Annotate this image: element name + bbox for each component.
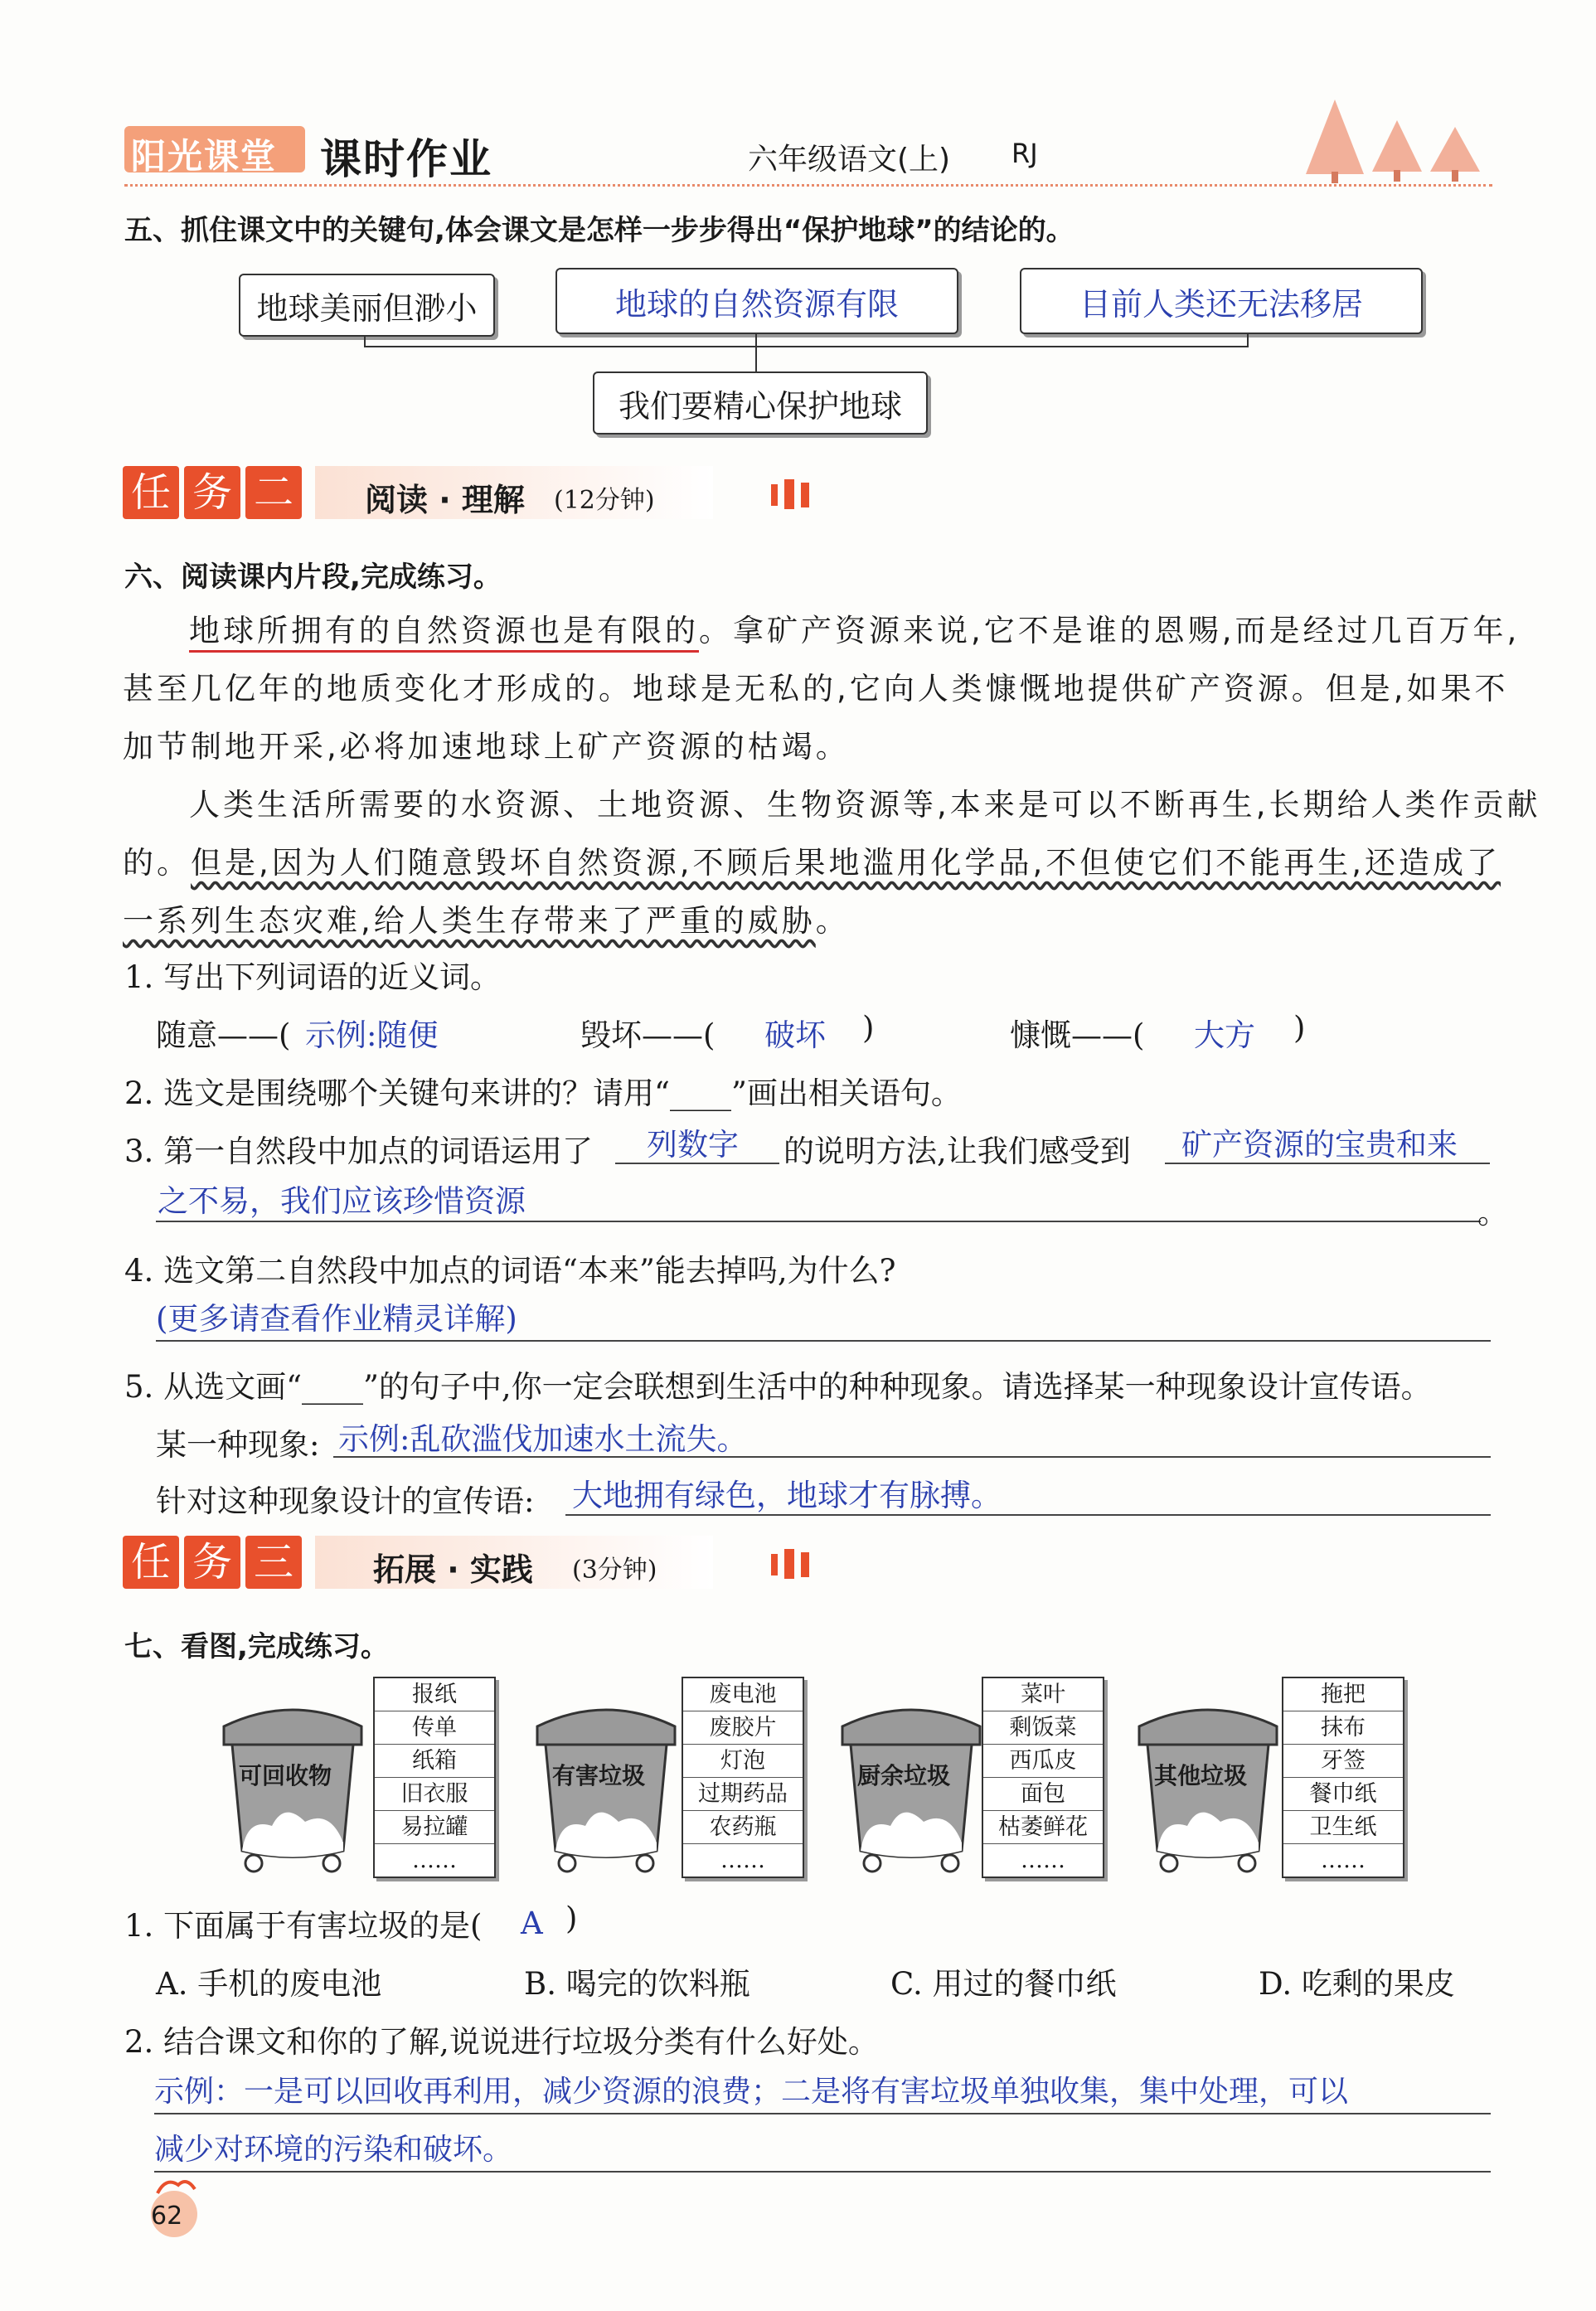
- bin-item: 餐巾纸: [1283, 1778, 1403, 1811]
- q6-sub5-answer2: 大地拥有绿色，地球才有脉搏。: [572, 1478, 1002, 1513]
- bin-label: 其他垃圾: [1154, 1762, 1248, 1789]
- q6-sub5-blank2: [565, 1514, 1491, 1516]
- bin-item: 农药瓶: [683, 1811, 803, 1844]
- bin-item: 报纸: [375, 1678, 494, 1711]
- brand-right-label: 课时作业: [320, 135, 492, 183]
- q6-sub3-blank3: [156, 1221, 1481, 1222]
- bin-group-hazardous: [527, 1677, 809, 1876]
- task2-title: 阅读 · 理解: [365, 482, 525, 518]
- task2-char-1: 任: [123, 466, 179, 519]
- task2-char-2: 务: [184, 466, 240, 519]
- q6-sub5-label2: 针对这种现象设计的宣传语:: [156, 1483, 535, 1519]
- q6-sub1-close3: ): [1293, 1010, 1306, 1046]
- q6-sub1-word1: 随意——(: [156, 1017, 291, 1053]
- q7-sub2-answer-line2: 减少对环境的污染和破坏。: [154, 2133, 513, 2167]
- q7-sub2-blank1: [154, 2113, 1491, 2114]
- q7-title: 七、看图,完成练习。: [124, 1630, 389, 1663]
- bin-item-list: [982, 1677, 1104, 1878]
- bin-item: 废电池: [683, 1678, 803, 1711]
- q6-para1-line2: 甚至几亿年的地质变化才形成的。地球是无私的,它向人类慷慨地提供矿产资源。但是,如果不: [123, 671, 1509, 706]
- bin-item: 废胶片: [683, 1711, 803, 1745]
- bin-label: 厨余垃圾: [857, 1762, 951, 1789]
- q5-connector: [0, 0, 1596, 381]
- bin-item: ……: [1321, 1847, 1366, 1873]
- q7-option-a: A. 手机的废电池: [156, 1966, 382, 2002]
- q6-title: 六、阅读课内片段,完成练习。: [124, 561, 502, 594]
- task2-char-3: 二: [245, 466, 302, 519]
- q6-sub3-mid: 的说明方法,让我们感受到: [783, 1134, 1131, 1169]
- bin-item: 枯萎鲜花: [983, 1811, 1103, 1844]
- bin-item: 牙签: [1283, 1745, 1403, 1778]
- bin-item-list: [682, 1677, 804, 1878]
- task3-time: (3分钟): [572, 1556, 657, 1585]
- q6-sub5-answer1: 示例:乱砍滥伐加速水土流失。: [338, 1421, 748, 1457]
- page-number: 62: [151, 2202, 183, 2231]
- bin-item: 旧衣服: [375, 1778, 494, 1811]
- q6-sub5-blank1: [333, 1456, 1491, 1458]
- bin-item: 传单: [375, 1711, 494, 1745]
- q6-sub3-answer3: 之不易，我们应该珍惜资源: [158, 1183, 526, 1219]
- q6-para2-line3-end: 。: [815, 903, 850, 939]
- q7-sub2: 2. 结合课文和你的了解,说说进行垃圾分类有什么好处。: [124, 2024, 879, 2060]
- bin-group-recyclable: [214, 1677, 496, 1876]
- q6-wavy-sentence-b: 一系列生态灾难,给人类生存带来了严重的威胁: [123, 903, 816, 939]
- q7-sub2-answer-line1: 示例：一是可以回收再利用，减少资源的浪费；二是将有害垃圾单独收集，集中处理，可以: [154, 2075, 1349, 2109]
- q7-sub1-answer: A: [521, 1906, 543, 1941]
- bin-item: 抹布: [1283, 1711, 1403, 1745]
- bin-item-list: [373, 1677, 496, 1878]
- q5-box4: 我们要精心保护地球: [593, 371, 928, 435]
- q7-option-d: D. 吃剩的果皮: [1259, 1966, 1455, 2002]
- q7-sub1: 1. 下面属于有害垃圾的是(: [124, 1908, 483, 1944]
- q6-sub1-answer3: 大方: [1194, 1017, 1255, 1053]
- q6-sub1-word2: 毁坏——(: [580, 1017, 716, 1053]
- bin-item: 拖把: [1283, 1678, 1403, 1711]
- q6-sub5-label1: 某一种现象:: [156, 1427, 320, 1463]
- task3-char-3: 三: [245, 1536, 302, 1589]
- q6-sub4: 4. 选文第二自然段中加点的词语“本来”能去掉吗,为什么?: [124, 1253, 896, 1289]
- q6-sub1-word3: 慷慨——(: [1010, 1017, 1145, 1053]
- bin-item: 易拉罐: [375, 1811, 494, 1844]
- q6-sub1-close2: ): [862, 1010, 875, 1046]
- q6-sub3-blank1: [615, 1163, 779, 1164]
- q6-wavy-sentence-a: 但是,因为人们随意毁坏自然资源,不顾后果地滥用化学品,不但使它们不能再生,还造成了: [191, 845, 1501, 881]
- q6-para2-line3: [123, 896, 850, 940]
- task3-char-1: 任: [123, 1536, 179, 1589]
- q6-sub5: 5. 从选文画“____”的句子中,你一定会联想到生活中的种种现象。请选择某一种现象设计宣传语。: [124, 1369, 1432, 1405]
- bin-item: 灯泡: [683, 1745, 803, 1778]
- q6-para2-line2-start: 的。: [123, 845, 191, 881]
- bin-item: 过期药品: [683, 1778, 803, 1811]
- q6-sub3-answer2: 矿产资源的宝贵和来: [1181, 1127, 1458, 1163]
- edition-label: RJ: [1011, 138, 1038, 169]
- q6-sub3-period: 。: [1477, 1195, 1508, 1231]
- bin-item: 西瓜皮: [983, 1745, 1103, 1778]
- q5-box1: 地球美丽但渺小: [239, 274, 495, 337]
- subject-label: 六年级语文(上): [748, 143, 951, 177]
- q7-sub1-close: ): [565, 1901, 578, 1936]
- q6-sub4-blank: [156, 1340, 1491, 1342]
- task3-char-2: 务: [184, 1536, 240, 1589]
- bin-item: 卫生纸: [1283, 1811, 1403, 1844]
- q6-para1-line1: [189, 605, 1520, 650]
- bin-item: ……: [720, 1847, 765, 1873]
- bin-label: 可回收物: [239, 1762, 332, 1789]
- q6-sub3-blank2: [1165, 1163, 1490, 1164]
- q6-para2-line1: 人类生活所需要的水资源、土地资源、生物资源等,本来是可以不断再生,长期给人类作贡献: [189, 787, 1541, 823]
- bin-item: 面包: [983, 1778, 1103, 1811]
- task2-badge: [123, 466, 302, 519]
- bin-label: 有害垃圾: [552, 1762, 646, 1789]
- q7-sub2-blank2: [154, 2171, 1491, 2173]
- task2-bars-icon: [771, 479, 821, 509]
- q6-sub3-answer1: 列数字: [647, 1127, 739, 1163]
- q6-sub1-answer2: 破坏: [764, 1017, 826, 1053]
- q5-box3: 目前人类还无法移居: [1020, 268, 1423, 334]
- q6-sub1-answer1: 示例:随便: [305, 1017, 439, 1053]
- bin-group-kitchen: [832, 1677, 1114, 1876]
- task3-title: 拓展 · 实践: [373, 1551, 533, 1588]
- bin-item: 菜叶: [983, 1678, 1103, 1711]
- q6-sub3-prefix: 3. 第一自然段中加点的词语运用了: [124, 1134, 594, 1169]
- bin-group-other: [1129, 1677, 1411, 1876]
- q6-key-sentence: 地球所拥有的自然资源也是有限的: [189, 613, 699, 653]
- q5-title: 五、抓住课文中的关键句,体会课文是怎样一步步得出“保护地球”的结论的。: [124, 214, 1075, 247]
- brand-left-label: 阳光课堂: [131, 136, 278, 177]
- q5-box2: 地球的自然资源有限: [555, 268, 958, 334]
- task2-time: (12分钟): [554, 486, 655, 515]
- bin-item: ……: [412, 1847, 457, 1873]
- bin-item: 纸箱: [375, 1745, 494, 1778]
- bin-item: 剩饭菜: [983, 1711, 1103, 1745]
- q6-sub1: 1. 写出下列词语的近义词。: [124, 959, 502, 995]
- q6-para2-line2: [123, 837, 1501, 882]
- q6-sub2: 2. 选文是围绕哪个关键句来讲的？请用“____”画出相关语句。: [124, 1075, 962, 1111]
- q7-option-c: C. 用过的餐巾纸: [890, 1966, 1117, 2002]
- bin-item-list: [1282, 1677, 1404, 1878]
- task3-bars-icon: [771, 1549, 821, 1579]
- q7-option-b: B. 喝完的饮料瓶: [524, 1966, 750, 2002]
- q6-sub4-answer: (更多请查看作业精灵详解): [156, 1301, 517, 1337]
- q6-para1-line3: 加节制地开采,必将加速地球上矿产资源的枯竭。: [123, 729, 850, 765]
- bin-item: ……: [1021, 1847, 1065, 1873]
- q6-para1-line1-rest: 。拿矿产资源来说,它不是谁的恩赐,而是经过几百万年,: [699, 613, 1521, 648]
- task3-badge: [123, 1536, 302, 1589]
